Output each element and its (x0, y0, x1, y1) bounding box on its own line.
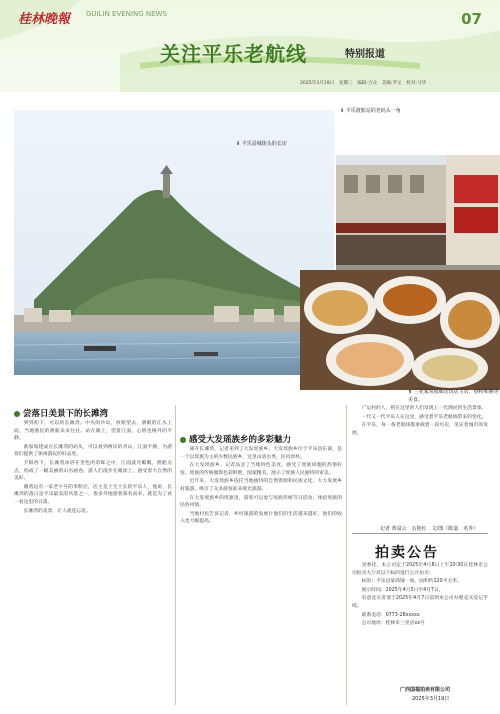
left-article-body (14, 420, 172, 706)
column-divider (346, 405, 347, 705)
paragraph: 联系电话：0773-28xxxxx (361, 612, 420, 618)
right-article-body (352, 405, 488, 525)
paragraph: 在平乐，每一条老航线都承载着一段历史，见证着城市的发展。 (352, 423, 488, 436)
arrow-up-icon: ⬆ (408, 389, 413, 395)
middle-article-body (180, 446, 342, 706)
newspaper-logo-sub: GUILIN EVENING NEWS (86, 10, 167, 18)
boat-caption-text: 平乐县城街头的长店 (241, 141, 287, 147)
store-caption-text: 平乐渡船站的老码头一角 (345, 108, 401, 114)
left-article-heading (14, 407, 108, 419)
paragraph: 公司地址：桂林市三里店xx号 (361, 621, 425, 627)
food-photo (300, 270, 500, 390)
heading-bullet-icon (180, 437, 186, 443)
paragraph: 标的：平乐县某商铺一间，面积约120平方米。 (361, 579, 462, 585)
paragraph: 近年来，大发瑶族乡依托当地独特的自然资源和民族文化，大力发展乡村旅游，吸引了众多游客前来观光旅游。 (180, 479, 342, 492)
newspaper-logo: 桂林晚報 (18, 12, 71, 27)
paragraph: 当地村民告诉记者，乡村旅游的发展让他们的生活越来越好，他们的收入也大幅提高。 (180, 511, 342, 525)
paragraph: 长滩湾的美景，让人流连忘返。 (23, 508, 91, 514)
food-caption (408, 388, 500, 404)
page-number: 07 (461, 10, 482, 28)
heading-bullet-icon (14, 411, 20, 417)
section-title: 关注平乐老航线 (160, 42, 307, 66)
page-header (0, 0, 500, 92)
paragraph: 滩湾边有一家老字号的米粉店，店主是土生土长的平乐人，他说，长滩湾的落日是平乐最美的风景之一，很多外地游客慕名而来，就是为了看一看这里的日落。 (14, 484, 172, 505)
store-street-photo (336, 155, 500, 280)
column-divider (175, 405, 176, 705)
paragraph: 在大发瑶族乡的瑶寨里，游客可以参与瑶族传统节日活动，体验瑶族的民俗风情。 (180, 495, 342, 509)
paragraph: 展示时间：2025年4月3日至4月7日。 (361, 587, 444, 593)
store-caption (340, 107, 490, 115)
auction-company: 广西国福拍卖有限公司 (400, 687, 451, 693)
auction-title: 拍卖公告 (375, 545, 439, 561)
arrow-down-icon: ⬇ (340, 108, 345, 114)
food-caption-text: 兰花家常福味居饭店主店、炒粉和粥等美食。 (408, 389, 499, 403)
paragraph: 离开长滩湾，记者来到了大发瑶族乡。大发瑶族乡位于平乐县东部，是一个以瑶族为主的少数民族乡，这里山清水秀，民风淳朴。 (180, 447, 342, 460)
paragraph: 夕阳西下，长滩湾沐浴在金色的余晖之中，江面波光粼粼，渔船点点，构成了一幅美丽的山水画卷。游人们漫步在滩涂上，感受着大自然的美好。 (14, 460, 172, 482)
paragraph: 一代又一代平乐人在这里，感受着平乐老航线带来的变化。 (361, 414, 487, 420)
left-article-heading-text: 尝落日美景下的长滩湾 (23, 409, 109, 419)
article-signature: 记者 黄富云 石艳红 文/图（陈嘉 名外） (380, 526, 479, 532)
section-tag: 特别报道 (345, 49, 385, 60)
paragraph: 在大发瑶族乡，记者品尝了当地特色美食，感受了瑶族同胞的热情好客。瑶族的传统服饰色彩鲜艳，图案精美，展示了瑶族人民独特的审美。 (180, 463, 342, 476)
issue-meta-line: 2025年3月19日 星期三 编辑:合众 美编:罗文 校对:马华 (300, 81, 427, 86)
auction-date: 2025年3月19日 (412, 696, 450, 702)
paragraph: 有意竞买者请于2025年4月7日前到本公司办理竞买登记手续。 (352, 596, 488, 609)
paragraph: 新加坡建成在长滩湾的码头，可以看到两岸的青山，江面平静，为游客们提供了休闲游玩的好去处。 (14, 444, 172, 458)
paragraph: 广运村的人，则在这里的人们发现上一代渔民的生活景象。 (361, 406, 487, 411)
middle-article-heading (180, 433, 291, 445)
paragraph: 受委托，本公司定于2025年4月8日上午10:30在桂林市公司拍卖大厅对以下标的进行公开拍卖： (352, 563, 488, 576)
paragraph: 到到初下，可以的长滩湾。中央的沙岛，放眼望去，满眼的江水上面，当地渔民的渔船来来往往。站在滩上，望着江面，心情也格外的平静。 (14, 421, 172, 442)
landscape-photo (14, 110, 334, 375)
auction-body (352, 562, 488, 682)
middle-article-heading-text: 感受大发瑶族乡的多彩魅力 (189, 435, 292, 445)
boat-caption (236, 140, 287, 148)
arrow-down-icon: ⬇ (236, 141, 241, 147)
